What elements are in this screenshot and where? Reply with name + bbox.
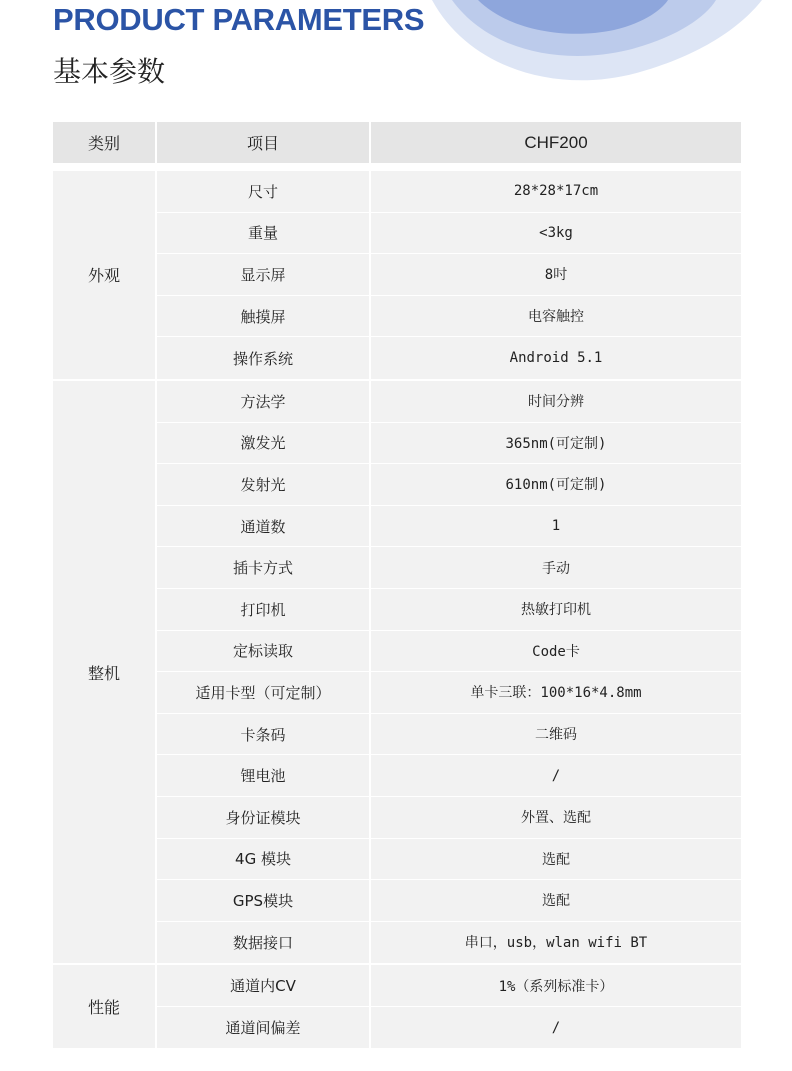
item-cell: 适用卡型（可定制） — [157, 672, 369, 713]
column-header-item: 项目 — [157, 122, 369, 163]
table-row — [157, 672, 741, 714]
table-row — [157, 296, 741, 338]
value-cell: 单卡三联：100*16*4.8mm — [371, 672, 741, 713]
table-row — [157, 337, 741, 379]
table-row — [157, 1007, 741, 1049]
table-row — [157, 423, 741, 465]
table-row — [157, 797, 741, 839]
value-cell: 串口，usb，wlan wifi BT — [371, 922, 741, 964]
item-cell: 通道间偏差 — [157, 1007, 369, 1049]
table-header-row — [53, 122, 741, 163]
value-cell: 电容触控 — [371, 296, 741, 337]
item-cell: 身份证模块 — [157, 797, 369, 838]
item-cell: 通道数 — [157, 506, 369, 547]
value-cell: Android 5.1 — [371, 337, 741, 379]
item-cell: 打印机 — [157, 589, 369, 630]
table-group — [53, 171, 741, 381]
item-cell: 锂电池 — [157, 755, 369, 796]
table-group — [53, 381, 741, 965]
category-cell: 整机 — [53, 381, 155, 963]
value-cell: 8吋 — [371, 254, 741, 295]
item-cell: 数据接口 — [157, 922, 369, 964]
item-cell: 发射光 — [157, 464, 369, 505]
table-group — [53, 965, 741, 1048]
value-cell: 365nm(可定制) — [371, 423, 741, 464]
table-row — [157, 464, 741, 506]
item-cell: 定标读取 — [157, 631, 369, 672]
value-cell: 1 — [371, 506, 741, 547]
table-row — [157, 213, 741, 255]
value-cell: 外置、选配 — [371, 797, 741, 838]
table-body — [53, 171, 741, 1048]
page-title-en: PRODUCT PARAMETERS — [53, 2, 425, 37]
table-row — [157, 171, 741, 213]
value-cell: 选配 — [371, 880, 741, 921]
value-cell: 28*28*17cm — [371, 171, 741, 212]
page-title-cn: 基本参数 — [53, 55, 166, 88]
item-cell: 4G 模块 — [157, 839, 369, 880]
table-row — [157, 839, 741, 881]
value-cell: / — [371, 755, 741, 796]
value-cell: 二维码 — [371, 714, 741, 755]
value-cell: Code卡 — [371, 631, 741, 672]
column-header-category: 类别 — [53, 122, 155, 163]
value-cell: 手动 — [371, 547, 741, 588]
table-row — [157, 506, 741, 548]
item-cell: 方法学 — [157, 381, 369, 422]
table-row — [157, 714, 741, 756]
item-cell: 操作系统 — [157, 337, 369, 379]
table-row — [157, 631, 741, 673]
table-row — [157, 547, 741, 589]
table-row — [157, 755, 741, 797]
item-cell: 激发光 — [157, 423, 369, 464]
table-row — [157, 922, 741, 964]
table-row — [157, 381, 741, 423]
category-cell: 性能 — [53, 965, 155, 1048]
item-cell: 触摸屏 — [157, 296, 369, 337]
item-cell: 尺寸 — [157, 171, 369, 212]
value-cell: 1%（系列标准卡） — [371, 965, 741, 1006]
item-cell: 卡条码 — [157, 714, 369, 755]
item-cell: 重量 — [157, 213, 369, 254]
value-cell: 时间分辨 — [371, 381, 741, 422]
value-cell: / — [371, 1007, 741, 1049]
item-cell: 显示屏 — [157, 254, 369, 295]
table-row — [157, 880, 741, 922]
value-cell: 610nm(可定制) — [371, 464, 741, 505]
table-row — [157, 965, 741, 1007]
item-cell: 插卡方式 — [157, 547, 369, 588]
table-row — [157, 254, 741, 296]
item-cell: 通道内CV — [157, 965, 369, 1006]
category-cell: 外观 — [53, 171, 155, 379]
value-cell: 热敏打印机 — [371, 589, 741, 630]
table-row — [157, 589, 741, 631]
parameters-table — [53, 122, 741, 1048]
item-cell: GPS模块 — [157, 880, 369, 921]
column-header-model: CHF200 — [371, 122, 741, 163]
value-cell: <3kg — [371, 213, 741, 254]
value-cell: 选配 — [371, 839, 741, 880]
